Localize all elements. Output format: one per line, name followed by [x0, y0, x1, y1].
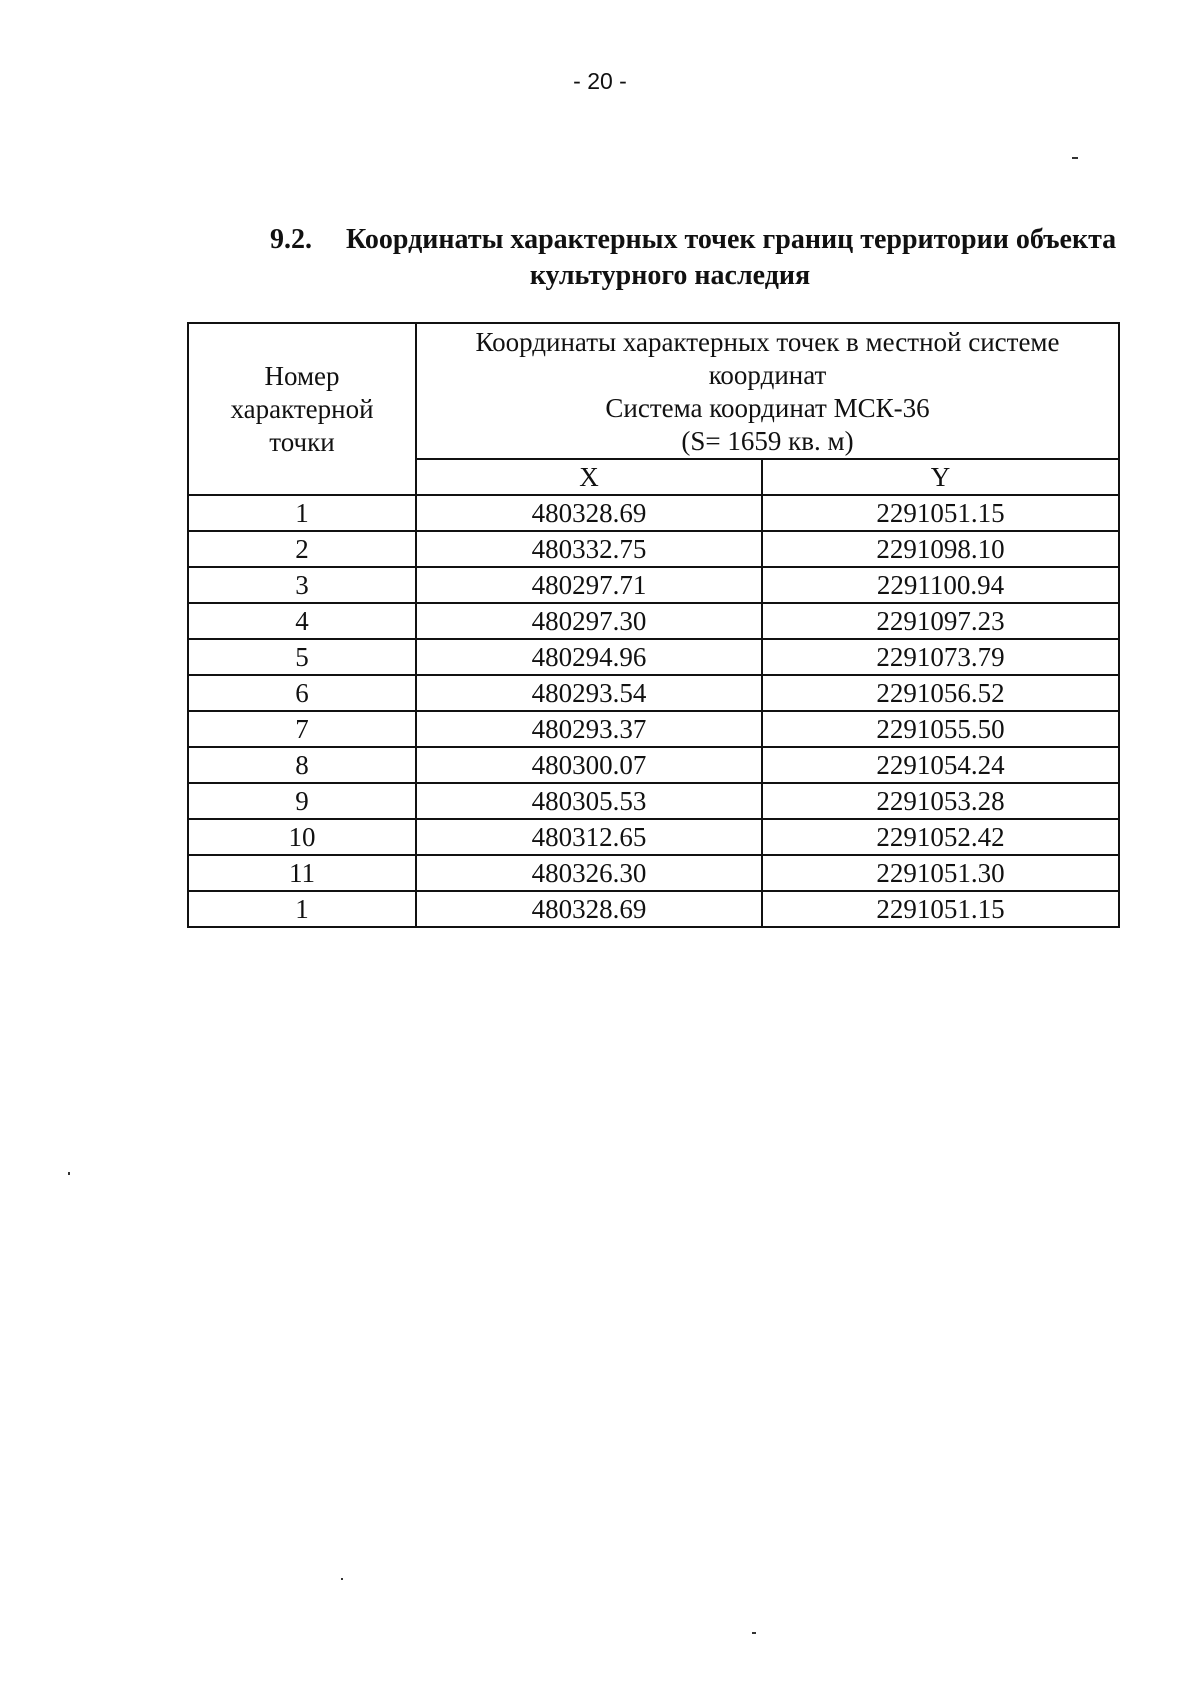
- y-cell: 2291052.42: [762, 819, 1119, 855]
- point-number-cell: 4: [188, 603, 416, 639]
- x-cell: 480293.37: [416, 711, 762, 747]
- point-number-cell: 2: [188, 531, 416, 567]
- table-row: [188, 747, 1119, 783]
- table-row: [188, 891, 1119, 927]
- point-number-cell: 11: [188, 855, 416, 891]
- point-number-cell: 10: [188, 819, 416, 855]
- table-row: [188, 783, 1119, 819]
- y-cell: 2291100.94: [762, 567, 1119, 603]
- table-row: [188, 675, 1119, 711]
- table-row: [188, 855, 1119, 891]
- y-cell: 2291054.24: [762, 747, 1119, 783]
- section-number: 9.2.: [270, 224, 312, 255]
- y-cell: 2291053.28: [762, 783, 1119, 819]
- y-cell: 2291051.30: [762, 855, 1119, 891]
- section-heading: [270, 222, 1130, 294]
- y-column-header: Y: [762, 459, 1119, 495]
- table-row: [188, 819, 1119, 855]
- x-cell: 480332.75: [416, 531, 762, 567]
- coordinates-header-line: координат: [708, 360, 827, 390]
- y-cell: 2291051.15: [762, 891, 1119, 927]
- scan-speck: [341, 1578, 343, 1580]
- table-row: [188, 639, 1119, 675]
- x-cell: 480294.96: [416, 639, 762, 675]
- point-number-header: [188, 323, 416, 495]
- table-header-row: [188, 323, 1119, 459]
- heading-line-2: культурного наследия: [529, 260, 811, 291]
- x-cell: 480297.30: [416, 603, 762, 639]
- point-number-cell: 5: [188, 639, 416, 675]
- heading-line-1: [270, 222, 1130, 258]
- y-cell: 2291097.23: [762, 603, 1119, 639]
- heading-title: Координаты характерных точек границ территории объекта: [346, 224, 1117, 255]
- table-row: [188, 711, 1119, 747]
- scan-speck: [752, 1632, 756, 1634]
- table-row: [188, 495, 1119, 531]
- point-number-header-line: Номер: [264, 360, 340, 391]
- x-cell: 480305.53: [416, 783, 762, 819]
- table-row: [188, 531, 1119, 567]
- x-cell: 480293.54: [416, 675, 762, 711]
- x-cell: 480328.69: [416, 891, 762, 927]
- scan-speck: [1072, 157, 1078, 159]
- x-cell: 480328.69: [416, 495, 762, 531]
- point-number-cell: 8: [188, 747, 416, 783]
- coordinates-header-line: Координаты характерных точек в местной системе: [475, 327, 1060, 357]
- coordinates-table: [187, 322, 1120, 928]
- scan-speck: [68, 1172, 70, 1175]
- point-number-cell: 7: [188, 711, 416, 747]
- coordinates-header-line: (S= 1659 кв. м): [681, 426, 854, 456]
- point-number-header-line: характерной: [230, 393, 374, 424]
- x-column-header: X: [416, 459, 762, 495]
- point-number-header-line: точки: [269, 426, 335, 457]
- coordinates-header-line: Система координат МСК-36: [605, 393, 930, 423]
- point-number-cell: 9: [188, 783, 416, 819]
- x-cell: 480300.07: [416, 747, 762, 783]
- y-cell: 2291055.50: [762, 711, 1119, 747]
- y-cell: 2291051.15: [762, 495, 1119, 531]
- table-row: [188, 603, 1119, 639]
- y-cell: 2291098.10: [762, 531, 1119, 567]
- table-row: [188, 567, 1119, 603]
- point-number-cell: 1: [188, 495, 416, 531]
- point-number-cell: 1: [188, 891, 416, 927]
- point-number-cell: 3: [188, 567, 416, 603]
- x-cell: 480297.71: [416, 567, 762, 603]
- coordinates-header: [416, 323, 1119, 459]
- x-cell: 480326.30: [416, 855, 762, 891]
- x-cell: 480312.65: [416, 819, 762, 855]
- page-number: - 20 -: [573, 68, 627, 94]
- y-cell: 2291073.79: [762, 639, 1119, 675]
- point-number-cell: 6: [188, 675, 416, 711]
- y-cell: 2291056.52: [762, 675, 1119, 711]
